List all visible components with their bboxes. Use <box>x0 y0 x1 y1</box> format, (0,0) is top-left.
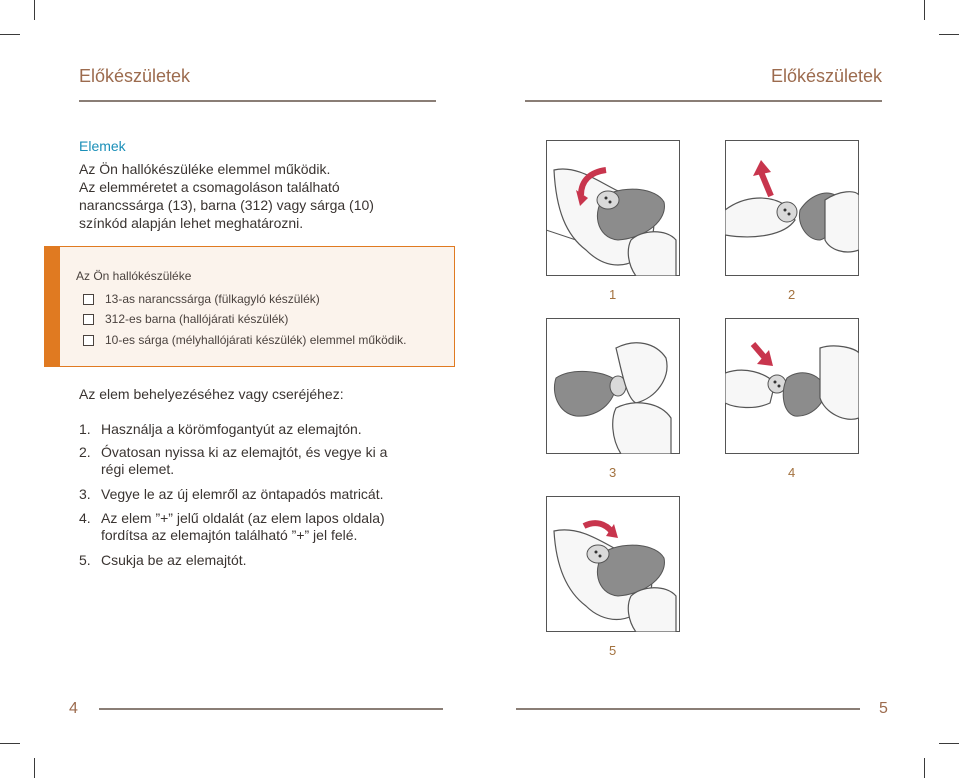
step-item <box>79 510 385 544</box>
checkbox-icon <box>83 335 94 346</box>
crop-mark <box>924 0 925 20</box>
checkbox-icon <box>83 314 94 325</box>
crop-mark <box>34 0 35 20</box>
page-number-right: 5 <box>879 700 888 717</box>
step-text: fordítsa az elemajtón található ”+” jel felé. <box>101 527 358 543</box>
figure-label: 5 <box>609 643 617 658</box>
footer-rule-left <box>99 708 443 710</box>
crop-mark <box>939 743 959 744</box>
box-heading: Az Ön hallókészüléke <box>76 269 192 283</box>
figure-label: 1 <box>609 287 617 302</box>
intro-line: Az elemméretet a csomagoláson található <box>79 179 340 195</box>
footer-rule-right <box>516 708 860 710</box>
step-number: 1. <box>79 421 91 437</box>
crop-mark <box>924 758 925 778</box>
step-text: Vegye le az új elemről az öntapadós matricát. <box>101 486 384 502</box>
battery-option-label: 10-es sárga (mélyhallójárati készülék) elemmel működik. <box>105 333 407 347</box>
crop-mark <box>0 743 20 744</box>
step-item <box>79 421 362 438</box>
illustration-step-4 <box>725 318 859 454</box>
step-number: 4. <box>79 510 91 526</box>
figure-label: 3 <box>609 465 617 480</box>
page-header-right: Előkészületek <box>770 66 882 86</box>
step-text: Csukja be az elemajtót. <box>101 552 247 568</box>
battery-option <box>83 292 320 306</box>
battery-size-box <box>44 246 455 367</box>
step-text: Az elem ”+” jelű oldalát (az elem lapos oldala) <box>101 510 385 526</box>
crop-mark <box>34 758 35 778</box>
battery-option-label: 13-as narancssárga (fülkagyló készülék) <box>105 292 320 306</box>
illustration-step-3 <box>546 318 680 454</box>
figure-label: 2 <box>788 287 796 302</box>
page-number-left: 4 <box>69 700 78 717</box>
page-header-left: Előkészületek <box>79 66 191 86</box>
crop-mark <box>0 34 20 35</box>
section-title: Elemek <box>79 138 126 154</box>
intro-paragraph <box>79 160 429 232</box>
battery-option <box>83 312 288 326</box>
battery-option <box>83 333 406 347</box>
intro-line: színkód alapján lehet meghatározni. <box>79 215 304 231</box>
step-text: Használja a körömfogantyút az elemajtón. <box>101 421 362 437</box>
steps-title: Az elem behelyezéséhez vagy cseréjéhez: <box>79 386 344 402</box>
step-number: 2. <box>79 444 91 460</box>
step-text: régi elemet. <box>101 461 175 477</box>
illustration-step-1 <box>546 140 680 276</box>
header-rule-left <box>79 100 436 102</box>
step-item <box>79 552 247 569</box>
illustration-step-5 <box>546 496 680 632</box>
crop-mark <box>939 34 959 35</box>
step-item <box>79 486 384 503</box>
intro-line: narancssárga (13), barna (312) vagy sárga (10) <box>79 197 374 213</box>
figure-label: 4 <box>788 465 796 480</box>
box-accent-bar <box>45 247 60 366</box>
header-rule-right <box>525 100 882 102</box>
illustration-step-2 <box>725 140 859 276</box>
intro-line: Az Ön hallókészüléke elemmel működik. <box>79 161 331 177</box>
step-number: 5. <box>79 552 91 568</box>
step-item <box>79 444 387 478</box>
step-number: 3. <box>79 486 91 502</box>
battery-option-label: 312-es barna (hallójárati készülék) <box>105 312 289 326</box>
step-text: Óvatosan nyissa ki az elemajtót, és vegye ki a <box>101 444 388 460</box>
checkbox-icon <box>83 294 94 305</box>
